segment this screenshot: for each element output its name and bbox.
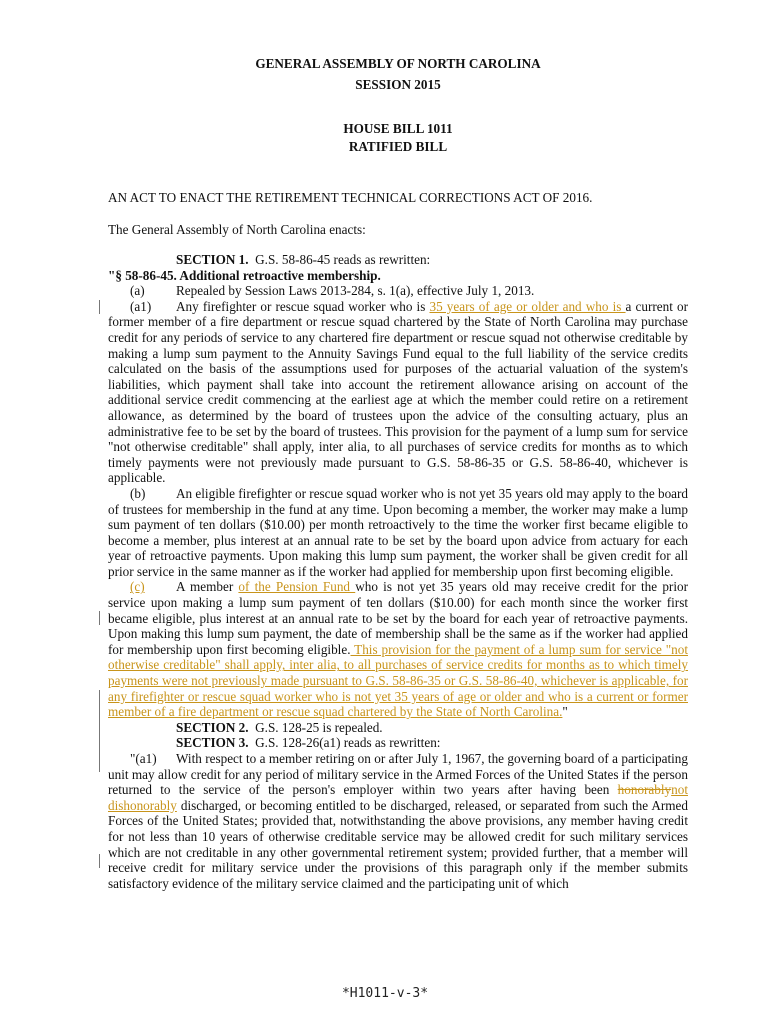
subsection-c xyxy=(108,579,688,719)
subsection-text: Repealed by Session Laws 2013-284, s. 1(a), effective July 1, 2013. xyxy=(176,283,535,299)
subsection-a xyxy=(108,283,688,299)
assembly-title: GENERAL ASSEMBLY OF NORTH CAROLINA xyxy=(255,56,541,71)
statute-title xyxy=(108,268,688,284)
change-bar xyxy=(99,611,100,625)
inserted-text: of the Pension Fund xyxy=(238,579,356,595)
section-text: G.S. 128-26(a1) reads as rewritten: xyxy=(255,735,441,751)
section-heading: SECTION 2. xyxy=(176,719,249,735)
subsection-text: An eligible firefighter or rescue squad worker who is not yet 35 years old may apply to the board of trustees for membership in the fund at any time. Upon becoming a member, the worker may make a lump sum payment of ten dollars ($10.00) per month retroactively to the time the worker first became eligible to become a member, plus interest at an annual rate to be set by the board upon advice from actuary for each year of retroactive payments. Upon making this lump sum payment, the worker shall be given credit for all prior service in the same manner as if the worker had applied for membership upon first becoming eligible. xyxy=(108,485,688,579)
subsection-text: A member xyxy=(176,579,239,595)
change-bar xyxy=(99,690,100,772)
subsection-text: who is not yet 35 years old may receive credit for the prior service upon making a lump sum payment of ten dollars ($10.00) for each month since the worker first became eligible, plus interest at an annual rate to be set by the board for each year of retroactive payments. Upon making this lump sum payment, the date of membership shall be the same as if the worker had applied for membership upon first becoming eligible. xyxy=(108,579,688,657)
section-text: G.S. 128-25 is repealed. xyxy=(255,719,383,735)
change-bar xyxy=(99,854,100,868)
inserted-text: This provision for the payment of a lump sum for service "not otherwise creditable" shall apply, inter alia, to all purchases of service credits for months as to which timely payments were not previously made pursuant to G.S. 58-86-35 or G.S. 58-86-40, whichever is applicable, for any firefighter or rescue squad worker who is not yet 35 years of age or older and who is a current or former member of a fire department or rescue squad chartered by the State of North Carolina. xyxy=(108,641,688,720)
subsection-label: (a) xyxy=(130,283,145,299)
bill-number: HOUSE BILL 1011 xyxy=(343,121,453,136)
subsection-text: Any firefighter or rescue squad worker who is xyxy=(176,298,430,314)
closing-quote: " xyxy=(562,704,568,720)
subsection-label: "(a1) xyxy=(130,751,157,766)
subsection-text: discharged, or becoming entitled to be discharged, released, or separated from such the Armed Forces of the United States; provided that, notwithstanding the above provisions, any member having credit for not less than 10 years of otherwise creditable service may be allowed credit for such military services which are not creditable in any other governmental retirement system; provided further, that a member will receive credit for military service under the provisions of this paragraph only if the member submits satisfactory evidence of the military service claimed and the participating unit of which xyxy=(108,797,688,891)
inserted-text: not dishonorably xyxy=(108,782,688,813)
session-title: SESSION 2015 xyxy=(355,77,441,92)
subsection-label: (a1) xyxy=(130,298,152,314)
change-bar xyxy=(99,300,100,314)
section-3-subsection-a1 xyxy=(108,751,688,891)
enacting-clause: The General Assembly of North Carolina enacts: xyxy=(108,222,366,237)
subsection-text: With respect to a member retiring on or after July 1, 1967, the governing board of a participating unit may allow credit for any period of military service in the Armed Forces of the United States if the person returned to the service of the person's employer within two years after having been xyxy=(108,751,688,798)
bill-status: RATIFIED BILL xyxy=(348,139,448,154)
section-heading: SECTION 3. xyxy=(176,735,249,751)
subsection-label: (c) xyxy=(130,579,145,595)
subsection-label: (b) xyxy=(130,485,146,501)
deleted-text: honorably xyxy=(617,782,672,798)
subsection-text: a current or former member of a fire department or rescue squad chartered by the State of North Carolina may purchase credit for any periods of service to any chartered fire department or rescue squad not otherwise creditable by making a lump sum payment to the Annuity Savings Fund equal to the full liability of the service credits calculated on the basis of the assumptions used for purposes of the actuarial valuation of the system's liabilities, which payment shall take into account the retirement allowance arising on account of the additional service credit commencing at the earliest age at which the member could retire on a retirement allowance, as determined by the board of trustees upon the advice of the consulting actuary, plus an administrative fee to be set by the board of trustees. This provision for the payment of a lump sum for service "not otherwise creditable" shall apply, inter alia, to all purchases of service credits for months as to which timely payments were not previously made pursuant to G.S. 58-86-35 or G.S. 58-86-40, whichever is applicable. xyxy=(108,298,688,486)
statute-heading: "§ 58-86-45. Additional retroactive membership. xyxy=(108,267,381,283)
section-2 xyxy=(108,720,688,736)
section-text: G.S. 58-86-45 reads as rewritten: xyxy=(255,252,431,267)
bill-body xyxy=(108,252,688,891)
subsection-b xyxy=(108,486,688,580)
inserted-text: 35 years of age or older and who is xyxy=(429,298,626,314)
document-footer: *H1011-v-3* xyxy=(341,986,429,1001)
act-title: AN ACT TO ENACT THE RETIREMENT TECHNICAL CORRECTIONS ACT OF 2016. xyxy=(108,190,593,205)
section-3-intro xyxy=(108,735,688,751)
section-heading: SECTION 1. xyxy=(176,252,249,267)
section-1-intro xyxy=(108,252,688,268)
subsection-a1 xyxy=(108,299,688,486)
